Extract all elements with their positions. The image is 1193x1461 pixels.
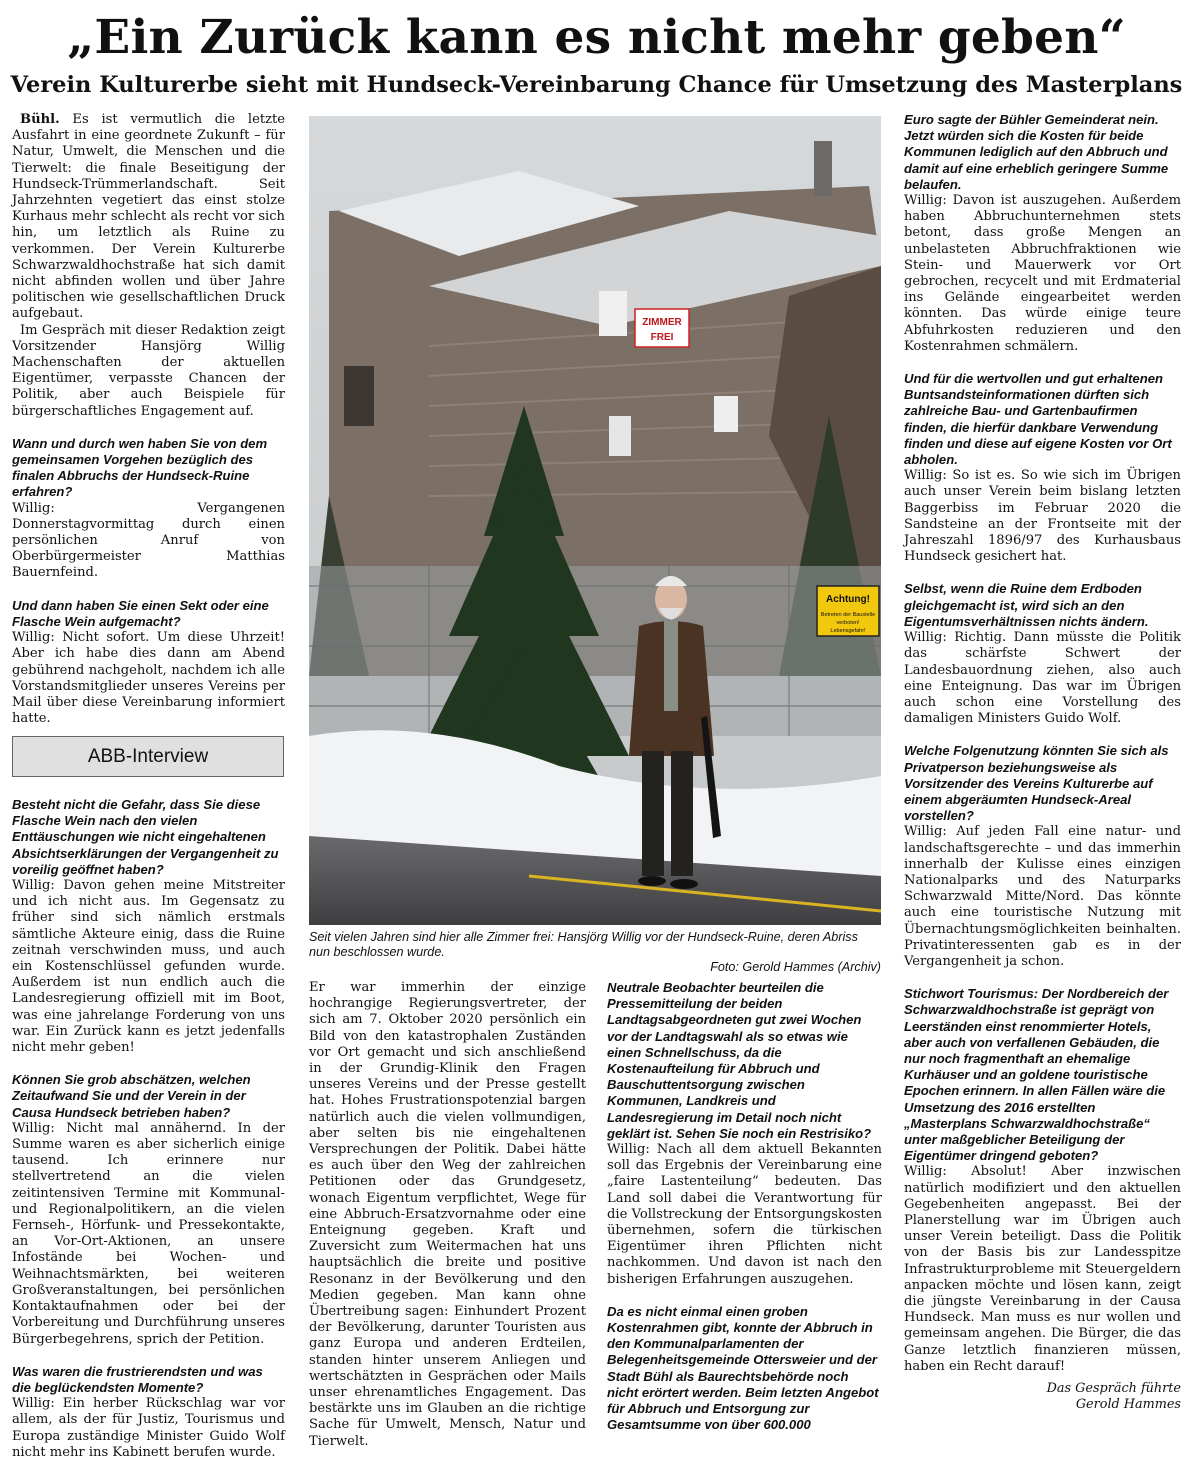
svg-text:FREI: FREI	[650, 332, 674, 343]
question: Da es nicht einmal einen groben Kostenrahmen gibt, konnte der Abbruch in den Kommunalparlamenten der Belegenheitsgemeinde Ottersweier und der Stadt Bühl als Baurechtsbehörde noch nicht erörtert werden. Beim letzten Angebot für Abbruch und Entsorgung zur Gesamtsumme von über 600.000	[607, 1303, 879, 1433]
answer: Willig: Nicht sofort. Um diese Uhrzeit! Aber ich habe dies dann am Abend gebührend nachgeholt, nachdem ich alle Vorstandsmitglieder unseres Vereins per Mail über diese Vereinbarung informiert hatte.	[12, 630, 285, 727]
answer: Willig: Absolut! Aber inzwischen natürlich modifiziert und den aktuellen Gegebenheiten angepasst. Bei der Planerstellung war im Übrigen auch unser Verein beteiligt. Dass die Politik von der Basis bis zur Landesspitze Infrastrukturprobleme mit Steuergeldern anpacken möchte und lösen kann, zeigt die jüngste Vereinbarung in der Causa Hundseck. Man muss es nur wollen und gemeinsam angehen. Die Bürger, die das Ganze letztlich finanzieren müssen, haben ein Recht darauf!	[904, 1164, 1181, 1374]
answer: Willig: So ist es. So wie sich im Übrigen auch unser Verein beim bislang letzten Baggerbiss im Februar 2020 die Sandsteine an der Frontseite mit der Jahreszahl 1896/97 des Kurhausbaus Hundseck gesichert hat.	[904, 468, 1181, 565]
answer: Willig: Auf jeden Fall eine natur- und landschaftsgerechte – und das immerhin innerhalb der Kulisse eines einzigen Nationalparks und des Naturparks Schwarzwald Mitte/Nord. Das könnte auch eine touristische Nutzung mit Übernachtungsmöglichkeiten beinhalten. Privatinteressenten gab es in der Vergangenheit ja schon.	[904, 824, 1181, 969]
window	[344, 366, 374, 426]
warning-sign	[817, 586, 879, 636]
svg-text:Lebensgefahr!: Lebensgefahr!	[830, 628, 866, 634]
question: Stichwort Tourismus: Der Nordbereich der Schwarzwaldhochstraße ist geprägt von Leerständen einst renommierter Hotels, aber auch von verfallenen Gebäuden, die nur noch fragmenthaft an ehemalige Kurhäuser und an goldene touristische Epochen erinnern. In allen Fällen wäre die Umsetzung des 2016 erstellten „Masterplans Schwarzwaldhochstraße“ unter maßgeblicher Beteiligung der Eigentümer dringend geboten?	[904, 986, 1169, 1164]
photo-caption	[309, 930, 881, 975]
svg-text:ZIMMER: ZIMMER	[642, 317, 682, 328]
question: Wann und durch wen haben Sie von dem gemeinsamen Vorgehen bezüglich des finalen Abbruchs der Hundseck-Ruine erfahren?	[12, 435, 268, 500]
answer: Willig: Davon ist auszugehen. Außerdem haben Abbruchunternehmen stets betont, dass große Mengen an unbelasteten Abbruchfraktionen wie Stein- und Mauerwerk vor Ort gebrochen, recycelt und mit Erdmaterial ins Gelände eingearbeitet werden könnten. Das würde einige teure Abfuhrkosten reduzieren und den Kostenrahmen schmälern.	[904, 193, 1181, 354]
byline: Das Gespräch führte	[1046, 1381, 1181, 1397]
column-2	[309, 980, 586, 1450]
question: Neutrale Beobachter beurteilen die Pressemitteilung der beiden Landtagsabgeordneten gut zwei Wochen vor der Landtagswahl als so etwas wie einen Schnellschuss, da die Kostenaufteilung für Abbruch und Bauschuttentsorgung zwischen Kommunen, Landkreis und Landesregierung im Detail noch nicht geklärt ist. Sehen Sie noch ein Restrisiko?	[607, 980, 872, 1141]
question: Und für die wertvollen und gut erhaltenen Buntsandsteinformationen dürften sich zahlreiche Bau- und Gartenbaufirmen finden, die hierfür dankbare Verwendung finden und diese auf eigene Kosten vor Ort abholen.	[904, 371, 1172, 468]
section-label-box: ABB-Interview	[12, 736, 284, 777]
window	[599, 291, 627, 336]
photo-credit: Foto: Gerold Hammes (Archiv)	[710, 960, 881, 974]
column-4	[904, 112, 1181, 1413]
question: Können Sie grob abschätzen, welchen Zeitaufwand Sie und der Verein in der Causa Hundseck betrieben haben?	[12, 1072, 251, 1120]
answer: Willig: Ein herber Rückschlag war vor allem, als der für Justiz, Tourismus und Europa zuständige Minister Guido Wolf nicht mehr ins Kabinett berufen wurde.	[12, 1396, 285, 1460]
caption-text: Seit vielen Jahren sind hier alle Zimmer frei: Hansjörg Willig vor der Hundseck-Ruine, deren Abriss nun beschlossen wurde.	[309, 930, 858, 959]
question: Welche Folgenutzung könnten Sie sich als Privatperson beziehungsweise als Vorsitzender des Vereins Kulturerbe auf einem abgeräumten Hundseck-Areal vorstellen?	[904, 743, 1169, 824]
question: Was waren die frustrierendsten und was die beglückendsten Momente?	[12, 1363, 263, 1395]
intro-paragraph-2: Im Gespräch mit dieser Redaktion zeigt Vorsitzender Hansjörg Willig Machenschaften der aktuellen Eigentümer, verpasste Chancen der Politik, aber auch Beispiele für bürgerschaftliches Engagement auf.	[12, 322, 285, 419]
answer: Willig: Davon gehen meine Mitstreiter und ich nicht aus. Im Gegensatz zu früher sind sich nämlich erstmals sämtliche Akteure einig, dass die Ruine zeitnah verschwinden muss, und auch ein Kostenschlüssel gefunden wurde. Außerdem ist nun endlich auch die Landesregierung offiziell mit im Boot, was eine jahrelange Forderung von uns war. Ein Zurück kann es jetzt jedenfalls nicht mehr geben!	[12, 878, 285, 1056]
svg-text:Achtung!: Achtung!	[826, 594, 870, 605]
dateline: Bühl.	[20, 112, 60, 127]
window	[609, 416, 631, 456]
zimmer-frei-sign	[635, 309, 689, 347]
intro-paragraph	[12, 112, 285, 323]
question: Besteht nicht die Gefahr, dass Sie diese Flasche Wein nach den vielen Enttäuschungen wie nicht eingehaltenen Absichtserklärungen der Vergangenheit zu voreilig geöffnet haben?	[12, 797, 279, 877]
photo-hundseck-ruin	[309, 116, 881, 925]
question-continued: Euro sagte der Bühler Gemeinderat nein. Jetzt würden sich die Kosten für beide Kommunen lediglich auf den Abbruch und damit auf eine erheblich geringere Summe belaufen.	[904, 112, 1169, 192]
subheadline: Verein Kulturerbe sieht mit Hundseck-Vereinbarung Chance für Umsetzung des Masterplans	[10, 72, 1183, 98]
answer: Willig: Nach all dem aktuell Bekannten soll das Ergebnis der Vereinbarung eine „faire Lastenteilung“ bedeuten. Das Land soll dabei die Verantwortung für die Vollstreckung der Entsorgungskosten übernehmen, sofern die türkischen Eigentümer ihren Pflichten nicht nachkommen. Und davon ist nach den bisherigen Erfahrungen auszugehen.	[607, 1142, 882, 1287]
answer: Willig: Nicht mal annähernd. In der Summe waren es aber sicherlich einige tausend. Ich erinnere nur stellvertretend an die vielen zeitintensiven Termine mit Kommunal- und Regionalpolitikern, an die vielen Fernseh-, Hörfunk- und Pressekontakte, an Vor-Ort-Aktionen, an unsere Infostände bei Wochen- und Weihnachtsmärkten, bei weiteren Großveranstaltungen, bei persönlichen Kontaktaufnahmen oder bei der Vorbereitung und Durchführung unseres Bürgerbegehrens, sprich der Petition.	[12, 1120, 285, 1347]
question: Selbst, wenn die Ruine dem Erdboden gleichgemacht ist, wird sich an den Eigentumsverhältnissen nichts ändern.	[904, 581, 1149, 629]
answer-continued: Er war immerhin der einzige hochrangige Regierungsvertreter, der sich am 7. Oktober 2020 persönlich ein Bild von den katastrophalen Zuständen vor Ort gemacht und sich anschließend in der Grundig-Klinik den Fragen unseres Vereins und der Presse gestellt hat. Hohes Frustrationspotenzial bargen natürlich auch die vielen vollmundigen, aber selten bis nie eingehaltenen Versprechungen der Politik. Dabei hätte es auch über den Weg der zahlreichen Petitionen oder das Grundgesetz, wonach Eigentum verpflichtet, Wege für eine Abbruch-Ersatzvornahme oder eine Enteignung gegeben. Kraft und Zuversicht zum Weitermachen hat uns hauptsächlich die breite und positive Resonanz in der Bevölkerung und den Medien gegeben. Man kann ohne Übertreibung sagen: Einhundert Prozent der Bevölkerung, darunter Touristen aus ganz Europa und anderen Erdteilen, standen hinter unserem Anliegen und wertschätzten in Gesprächen oder Mails unser ehrenamtliches Engagement. Das bestärkte uns im Glauben an die richtige Sache für Umwelt, Mensch, Natur und Tierwelt.	[309, 980, 586, 1449]
column-1	[12, 112, 285, 727]
headline: „Ein Zurück kann es nicht mehr geben“	[67, 10, 1126, 65]
intro-text: Es ist vermutlich die letzte Ausfahrt in eine geordnete Zukunft – für Natur, Umwelt, die Menschen und die Tierwelt: die finale Beseitigung der Hundseck-Trümmerlandschaft. Seit Jahrzehnten vegetiert das einst stolze Kurhaus mehr schlecht als recht vor sich hin, um letztlich als Ruine zu verkommen. Der Verein Kulturerbe Schwarzwaldhochstraße hat sich damit nicht abfinden wollen und über Jahre politischen wie gesellschaftlichen Druck aufgebaut.	[12, 112, 285, 322]
answer: Willig: Richtig. Dann müsste die Politik das schärfste Schwert der Landesbauordnung ziehen, also auch eine Enteignung. Das war im Übrigen auch schon eine Vorstellung des damaligen Ministers Guido Wolf.	[904, 630, 1181, 727]
byline-author: Gerold Hammes	[1075, 1397, 1181, 1413]
svg-text:verboten!: verboten!	[836, 620, 860, 626]
column-1-lower	[12, 797, 285, 1461]
svg-text:Betreten der Baustelle: Betreten der Baustelle	[820, 612, 876, 618]
column-3	[607, 980, 882, 1433]
answer: Willig: Vergangenen Donnerstagvormittag durch einen persönlichen Anruf von Oberbürgermeister Matthias Bauernfeind.	[12, 500, 285, 581]
question: Und dann haben Sie einen Sekt oder eine Flasche Wein aufgemacht?	[12, 597, 269, 629]
chimney	[814, 141, 832, 196]
window	[714, 396, 738, 432]
